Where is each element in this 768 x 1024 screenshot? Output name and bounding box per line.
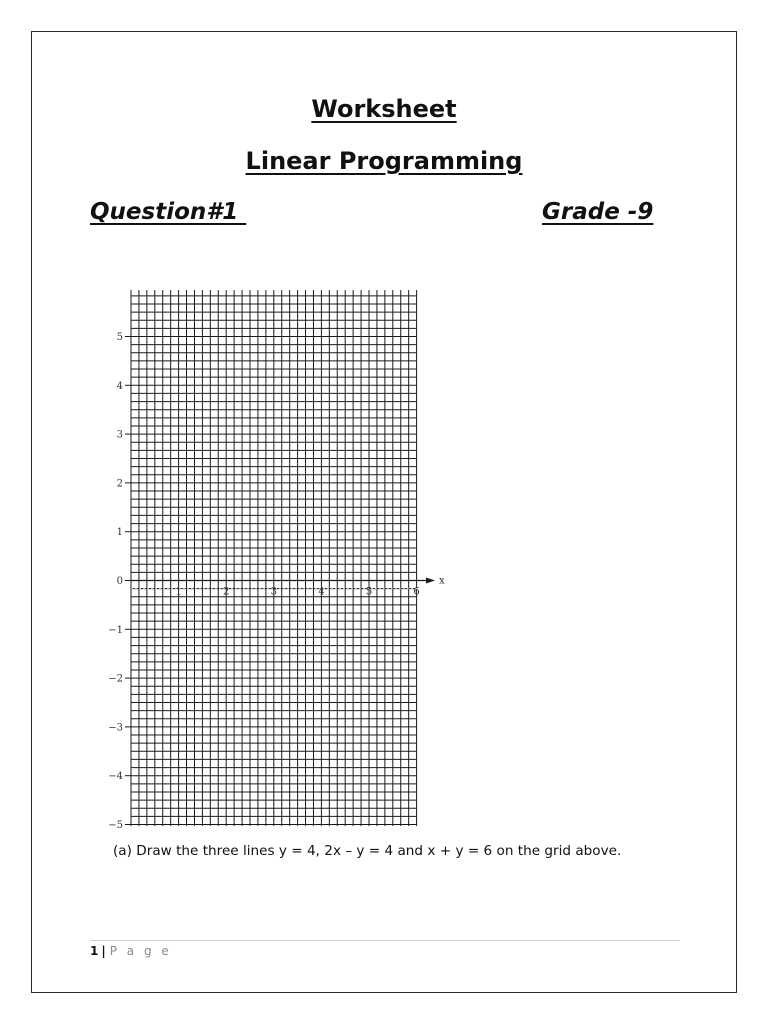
x-tick-label: 6 xyxy=(413,586,420,598)
grade-label: Grade -9 xyxy=(542,199,654,225)
y-tick-label: 2 xyxy=(116,478,123,490)
y-tick-label: −3 xyxy=(108,722,123,734)
x-tick-label: 4 xyxy=(318,586,325,598)
page-footer xyxy=(90,944,172,958)
y-tick-label: −1 xyxy=(108,624,123,636)
y-tick-label: 1 xyxy=(116,527,123,539)
footer-separator: | xyxy=(101,944,106,958)
y-tick-label: 5 xyxy=(116,332,123,343)
y-tick-label: 0 xyxy=(116,576,123,587)
question-label: Question#1 xyxy=(90,199,247,225)
x-axis-arrow-icon xyxy=(426,578,435,584)
x-tick-label: 1 xyxy=(175,586,182,598)
y-tick-label: −5 xyxy=(108,820,123,830)
page-label: P a g e xyxy=(109,944,172,958)
y-tick-label: −4 xyxy=(108,771,123,783)
footer-divider xyxy=(90,940,680,941)
coordinate-grid xyxy=(100,285,450,830)
x-tick-label: 2 xyxy=(223,586,230,598)
y-tick-label: 4 xyxy=(116,380,123,392)
question-text: (a) Draw the three lines y = 4, 2x – y = 4 and x + y = 6 on the grid above. xyxy=(113,843,622,859)
y-tick-label: −2 xyxy=(108,673,123,685)
y-tick-label: 3 xyxy=(116,429,123,441)
x-tick-label: 5 xyxy=(365,586,373,598)
worksheet-subtitle: Linear Programming xyxy=(245,147,523,175)
x-axis-label: x xyxy=(439,575,445,587)
worksheet-title: Worksheet xyxy=(311,95,457,123)
page-number: 1 xyxy=(90,944,99,958)
x-tick-label: 3 xyxy=(270,586,277,598)
